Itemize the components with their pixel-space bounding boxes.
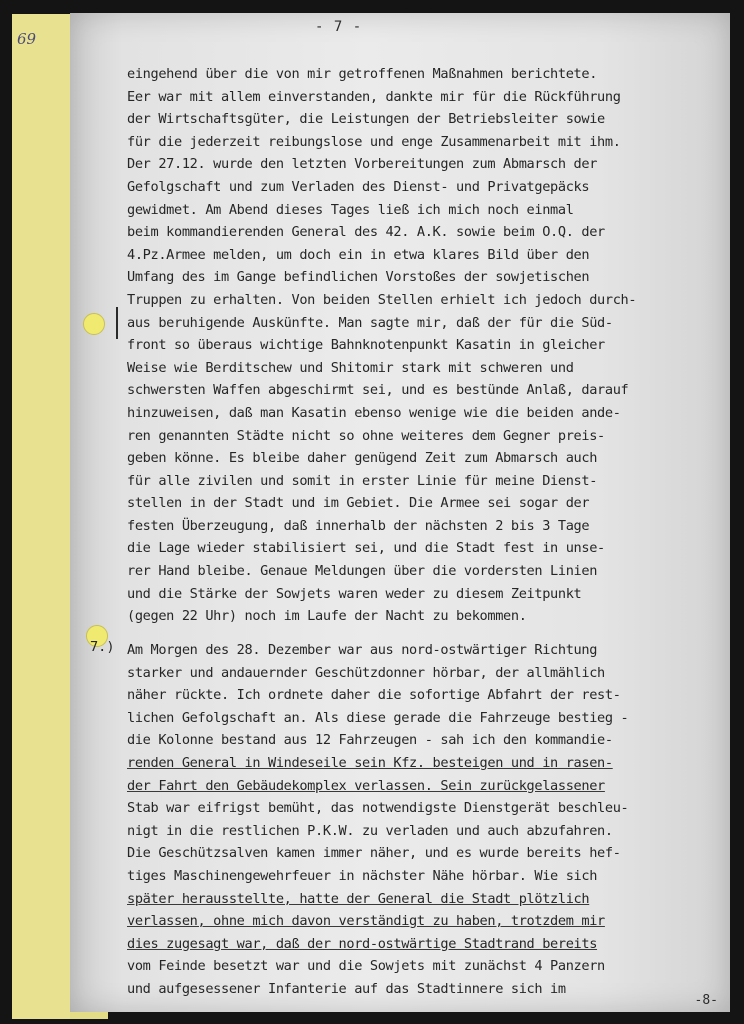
text-line: Truppen zu erhalten. Von beiden Stellen erhielt ich jedoch durch-: [127, 291, 637, 308]
margin-mark: [116, 307, 118, 339]
text-line: und die Stärke der Sowjets waren weder zu diesem Zeitpunkt: [127, 585, 582, 602]
text-line: lichen Gefolgschaft an. Als diese gerade die Fahrzeuge bestieg -: [127, 709, 629, 726]
text-line: front so überaus wichtige Bahnknotenpunkt Kasatin in gleicher: [127, 337, 605, 354]
text-line: renden General in Windeseile sein Kfz. besteigen und in rasen-: [127, 754, 613, 771]
text-line: die Kolonne bestand aus 12 Fahrzeugen - sah ich den kommandie-: [127, 732, 613, 749]
text-line: näher rückte. Ich ordnete daher die sofortige Abfahrt der rest-: [127, 687, 621, 704]
text-line: hinzuweisen, daß man Kasatin ebenso wenige wie die beiden ande-: [127, 404, 621, 421]
punch-hole-upper: [83, 313, 105, 335]
archive-margin-note: 69: [17, 30, 37, 48]
text-line: gewidmet. Am Abend dieses Tages ließ ich mich noch einmal: [127, 201, 574, 218]
page-header: - 7 -: [315, 19, 363, 35]
text-line: beim kommandierenden General des 42. A.K. sowie beim O.Q. der: [127, 224, 605, 241]
text-line: dies zugesagt war, daß der nord-ostwärtige Stadtrand bereits: [127, 935, 598, 952]
text-line: starker und andauernder Geschützdonner hörbar, der allmählich: [127, 664, 605, 681]
text-line: (gegen 22 Uhr) noch im Laufe der Nacht zu bekommen.: [127, 608, 527, 625]
text-line: aus beruhigende Auskünfte. Man sagte mir, daß der für die Süd-: [127, 314, 613, 331]
strip-shade: [12, 14, 70, 1019]
text-line: und aufgesessener Infanterie auf das Stadtinnere sich im: [127, 980, 566, 997]
text-line: stellen in der Stadt und im Gebiet. Die Armee sei sogar der: [127, 495, 590, 512]
text-line: Die Geschützsalven kamen immer näher, und es wurde bereits hef-: [127, 845, 621, 862]
text-line: Weise wie Berditschew und Shitomir stark mit schweren und: [127, 359, 574, 376]
text-line: die Lage wieder stabilisiert sei, und die Stadt fest in unse-: [127, 540, 605, 557]
text-line: später herausstellte, hatte der General die Stadt plötzlich: [127, 890, 590, 907]
text-line: Stab war eifrigst bemüht, das notwendigste Dienstgerät beschleu-: [127, 800, 629, 817]
text-line: der Wirtschaftsgüter, die Leistungen der Betriebsleiter sowie: [127, 111, 605, 128]
text-line: ren genannten Städte nicht so ohne weiteres dem Gegner preis-: [127, 427, 605, 444]
text-line: für die jederzeit reibungslose und enge Zusammenarbeit mit ihm.: [127, 133, 621, 150]
next-page-indicator: -8-: [694, 993, 718, 1008]
text-line: Umfang des im Gange befindlichen Vorstoßes der sowjetischen: [127, 269, 590, 286]
text-line: Eer war mit allem einverstanden, dankte mir für die Rückführung: [127, 88, 621, 105]
paragraph-6-continued: [127, 63, 717, 628]
text-line: eingehend über die von mir getroffenen Maßnahmen berichtete.: [127, 66, 598, 82]
text-line: geben könne. Es bleibe daher genügend Zeit zum Abmarsch auch: [127, 450, 598, 467]
text-line: Der 27.12. wurde den letzten Vorbereitungen zum Abmarsch der: [127, 156, 598, 173]
typewritten-page: [70, 13, 730, 1012]
text-line: vom Feinde besetzt war und die Sowjets mit zunächst 4 Panzern: [127, 958, 605, 975]
text-line: festen Überzeugung, daß innerhalb der nächsten 2 bis 3 Tage: [127, 517, 590, 534]
text-line: nigt in die restlichen P.K.W. zu verladen und auch abzufahren.: [127, 822, 613, 839]
text-line: für alle zivilen und somit in erster Linie für meine Dienst-: [127, 472, 598, 489]
text-line: 4.Pz.Armee melden, um doch ein in etwa klares Bild über den: [127, 246, 590, 263]
section-number: 7.): [90, 639, 115, 655]
text-line: der Fahrt den Gebäudekomplex verlassen. Sein zurückgelassener: [127, 777, 605, 794]
text-line: schwersten Waffen abgeschirmt sei, und es bestünde Anlaß, darauf: [127, 382, 629, 399]
text-line: verlassen, ohne mich davon verständigt zu haben, trotzdem mir: [127, 913, 605, 930]
text-line: rer Hand bleibe. Genaue Meldungen über die vordersten Linien: [127, 563, 598, 580]
text-line: Am Morgen des 28. Dezember war aus nord-ostwärtiger Richtung: [127, 642, 598, 658]
text-line: tiges Maschinengewehrfeuer in nächster Nähe hörbar. Wie sich: [127, 867, 598, 884]
paragraph-7: [127, 639, 717, 1001]
text-line: Gefolgschaft und zum Verladen des Dienst- und Privatgepäcks: [127, 178, 590, 195]
